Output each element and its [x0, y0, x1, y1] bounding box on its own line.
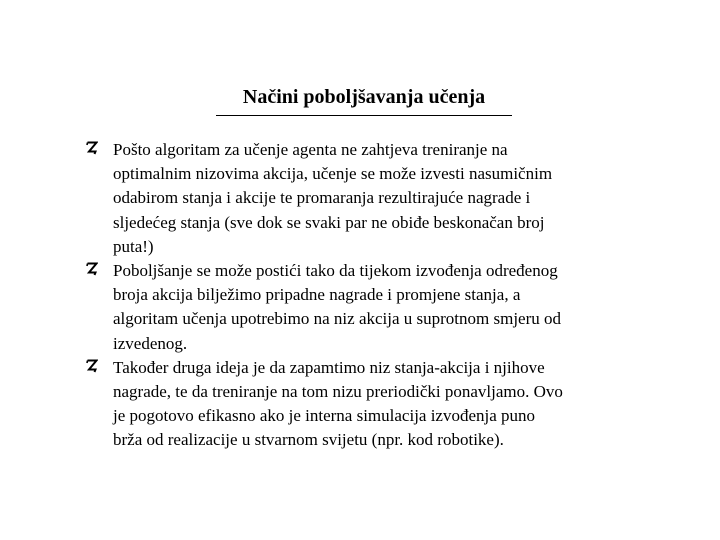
bullet-line: Također druga ideja je da zapamtimo niz stanja-akcija i njihove: [113, 357, 545, 377]
bullet-item: [86, 259, 656, 356]
bullet-line: Pošto algoritam za učenje agenta ne zahtjeva treniranje na: [113, 140, 508, 159]
bullet-line: je pogotovo efikasno ako je interna simulacija izvođenja puno: [113, 406, 536, 426]
z-bullet-icon: [86, 359, 98, 373]
bullet-line: izvedenog.: [113, 333, 188, 353]
bullet-line: Poboljšanje se može postići tako da tijekom izvođenja određenog: [113, 261, 558, 281]
bullet-line: broja akcija bilježimo pripadne nagrade i promjene stanja, a: [113, 285, 521, 305]
z-bullet-icon: [86, 141, 98, 155]
title-underline: [216, 115, 512, 116]
z-bullet-icon: [86, 262, 98, 276]
bullet-text: [113, 138, 656, 259]
bullet-item: [86, 138, 656, 259]
bullet-text: [113, 259, 656, 356]
bullet-line: optimalnim nizovima akcija, učenje se može izvesti nasumičnim: [113, 164, 553, 184]
bullet-line: puta!): [113, 236, 154, 256]
bullet-list: [86, 138, 656, 453]
bullet-line: nagrade, te da treniranje na tom nizu preriodički ponavljamo. Ovo: [113, 382, 563, 402]
bullet-line: odabirom stanja i akcije te promaranja rezultirajuće nagrade i: [113, 188, 531, 208]
bullet-line: sljedećeg stanja (sve dok se svaki par ne obiđe beskonačan broj: [113, 212, 545, 232]
bullet-line: brža od realizacije u stvarnom svijetu (npr. kod robotike).: [113, 430, 504, 450]
bullet-line: algoritam učenja upotrebimo na niz akcija u suprotnom smjeru od: [113, 309, 562, 329]
bullet-item: [86, 356, 656, 453]
slide-title: Načini poboljšavanja učenja: [242, 86, 486, 108]
bullet-text: [113, 356, 656, 453]
